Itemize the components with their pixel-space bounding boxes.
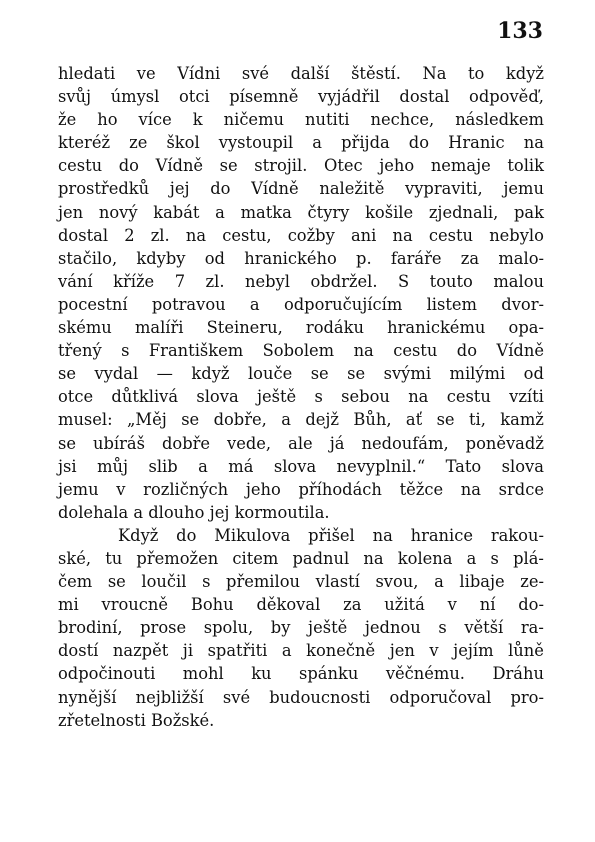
text-line: se ubíráš dobře vede, ale já nedoufám, poněvadž — [58, 433, 544, 453]
text-line: dostal 2 zl. na cestu, cožby ani na cestu nebylo — [58, 225, 544, 245]
text-line: hledati ve Vídni své další štěstí. Na to když — [58, 64, 544, 83]
text-line: otce důtklivá slova ještě s sebou na cestu vzíti — [58, 387, 544, 407]
text-line: jemu v rozličných jeho příhodách těžce na srdce — [58, 479, 544, 499]
text-line: pocestní potravou a odporučujícím listem dvor- — [58, 294, 544, 314]
text-line: že ho více k ničemu nutiti nechce, následkem — [58, 110, 544, 130]
text-line: brodiní, prose spolu, by ještě jednou s větší ra- — [58, 618, 544, 638]
text-line: jen nový kabát a matka čtyry košile zjednali, pak — [58, 202, 544, 222]
text-line: prostředků jej do Vídně naležitě vypraviti, jemu — [58, 179, 544, 199]
text-line: stačilo, kdyby od hranického p. faráře za malo- — [58, 248, 544, 268]
text-line: se vydal — když louče se se svými milými od — [58, 364, 544, 384]
text-line: jsi můj slib a má slova nevyplnil.“ Tato slova — [58, 456, 544, 476]
text-line: svůj úmysl otci písemně vyjádřil dostal odpověď, — [58, 87, 544, 107]
text-line: čem se loučil s přemilou vlastí svou, a libaje ze- — [58, 572, 544, 592]
text-line: dostí nazpět ji spatřiti a konečně jen v jejím lůně — [58, 641, 544, 661]
page-number: 133 — [497, 18, 543, 44]
text-line: vání kříže 7 zl. nebyl obdržel. S touto malou — [58, 271, 544, 291]
text-line: odpočinouti mohl ku spánku věčnému. Dráhu — [58, 664, 544, 684]
text-line: cestu do Vídně se strojil. Otec jeho nemaje tolik — [58, 156, 544, 176]
text-line: nynější nejbližší své budoucnosti odporučoval pro- — [58, 687, 544, 707]
text-line: kteréž ze škol vystoupil a přijda do Hranic na — [58, 133, 544, 153]
text-line: Když do Mikulova přišel na hranice rakou- — [118, 525, 544, 545]
text-line: mi vroucně Bohu děkoval za užitá v ní do- — [58, 595, 544, 615]
text-line: třený s Františkem Sobolem na cestu do Vídně — [58, 341, 544, 361]
text-line: dolehala a dlouho jej kormoutila. — [58, 502, 330, 522]
text-line: ské, tu přemožen citem padnul na kolena a s plá- — [58, 548, 544, 568]
text-line: zřetelnosti Božské. — [58, 710, 215, 730]
body-text — [58, 62, 544, 732]
text-line: musel: „Měj se dobře, a dejž Bůh, ať se ti, kamž — [58, 410, 544, 430]
text-line: skému malíři Steineru, rodáku hranickému opa- — [58, 318, 544, 338]
